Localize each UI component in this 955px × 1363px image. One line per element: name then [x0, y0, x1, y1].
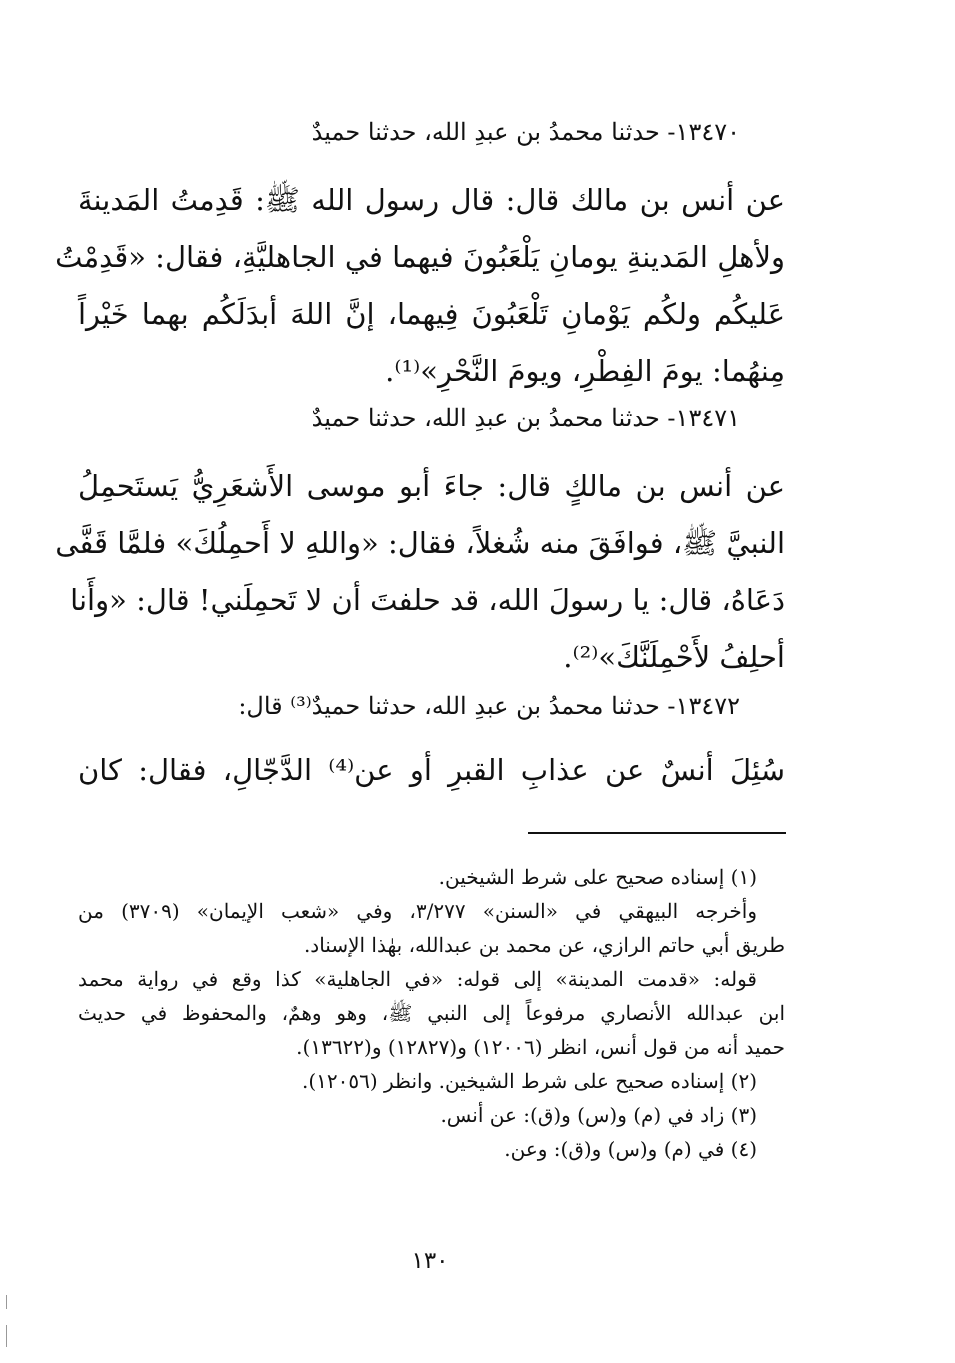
- text-line: عَليكُم ولكُم يَوْمانِ تَلْعَبُونَ فِيهما، إنَّ اللهَ أبدَلَكُم بهما خَيْراً: [78, 297, 785, 331]
- text-line: عن أنس بن مالك قال: قال رسول الله ﷺ: قَدِمتُ المَدينةَ: [78, 183, 785, 217]
- hadith-text-13472: [78, 742, 785, 799]
- text-line: ولأهلِ المَدينةِ يومانِ يَلْعَبُونَ فيهما في الجاهليَّةِ، فقال: «قَدِمْتُ: [55, 240, 785, 274]
- footnote-line: قوله: «قدمت المدينة» إلى قوله: «في الجاهلية» كذا وقع في رواية محمد: [78, 967, 757, 991]
- footnote-3: (٣) زاد في (م) و(س) و(ق): عن أنس.: [440, 1103, 757, 1127]
- text-line: أحلِفُ لأَحْمِلَنَّكَ»⁽²⁾.: [563, 640, 785, 674]
- text-line: النبيَّ ﷺ، فوافَقَ منه شُغلاً، فقال: «واللهِ لا أَحمِلُكَ» فلمَّا قَفَّى: [55, 526, 785, 560]
- text-line: دَعَاهُ، قال: يا رسولَ الله، قد حلفتَ أن لا تَحمِلَني! قال: «وأَنا: [70, 583, 785, 617]
- footnote-1-takhrij: [78, 894, 785, 962]
- footnote-2: (٢) إسناده صحيح على شرط الشيخين. وانظر (١٢٠٥٦).: [301, 1069, 757, 1093]
- text-line: مِنهُما: يومَ الفِطْرِ، ويومَ النَّحْرِ»⁽¹⁾.: [385, 354, 785, 388]
- footnote-line: طريق أبي حاتم الرازي، عن محمد بن عبدالله، بهٰذا الإسناد.: [303, 933, 785, 957]
- page-number: ١٣٠: [411, 1248, 449, 1274]
- footnote-line: وأخرجه البيهقي في «السنن» ٣/٢٧٧، وفي «شعب الإيمان» (٣٧٠٩) من: [78, 899, 757, 923]
- text-line: سُئِلَ أنسٌ عن عذابِ القبرِ أو عن⁽⁴⁾ الدَّجّالِ، فقال: كان: [78, 753, 785, 787]
- footnotes: [78, 860, 785, 1166]
- footnote-line: ابن عبدالله الأنصاري مرفوعاً إلى النبي ﷺ، وهو وهمٌ، والمحفوظ في حديث: [78, 1001, 785, 1025]
- scan-mark: [6, 1295, 7, 1309]
- footnote-separator: [528, 832, 786, 834]
- hadith-text-13470: [55, 172, 785, 400]
- hadith-chain-13471: ١٣٤٧١- حدثنا محمدُ بن عبدِ الله، حدثنا حميدٌ: [311, 404, 740, 432]
- footnote-4: (٤) في (م) و(س) و(ق): وعن.: [504, 1137, 757, 1161]
- hadith-text-13471: [55, 458, 785, 686]
- hadith-chain-13472: ١٣٤٧٢- حدثنا محمدُ بن عبدِ الله، حدثنا حميدٌ⁽³⁾ قال:: [238, 692, 740, 720]
- text-line: عن أنس بن مالكٍ قال: جاءَ أبو موسى الأَشعَرِيُّ يَستَحمِلُ: [78, 469, 785, 503]
- footnote-1: (١) إسناده صحيح على شرط الشيخين.: [438, 865, 757, 889]
- footnote-line: حميد أنه من قول أنس، انظر (١٢٠٠٦) و(١٢٨٢٧) و(١٣٦٢٢).: [296, 1035, 785, 1059]
- scan-mark: [6, 1325, 7, 1347]
- footnote-1-comment: [78, 962, 785, 1064]
- hadith-chain-13470: ١٣٤٧٠- حدثنا محمدُ بن عبدِ الله، حدثنا حميدٌ: [311, 118, 740, 146]
